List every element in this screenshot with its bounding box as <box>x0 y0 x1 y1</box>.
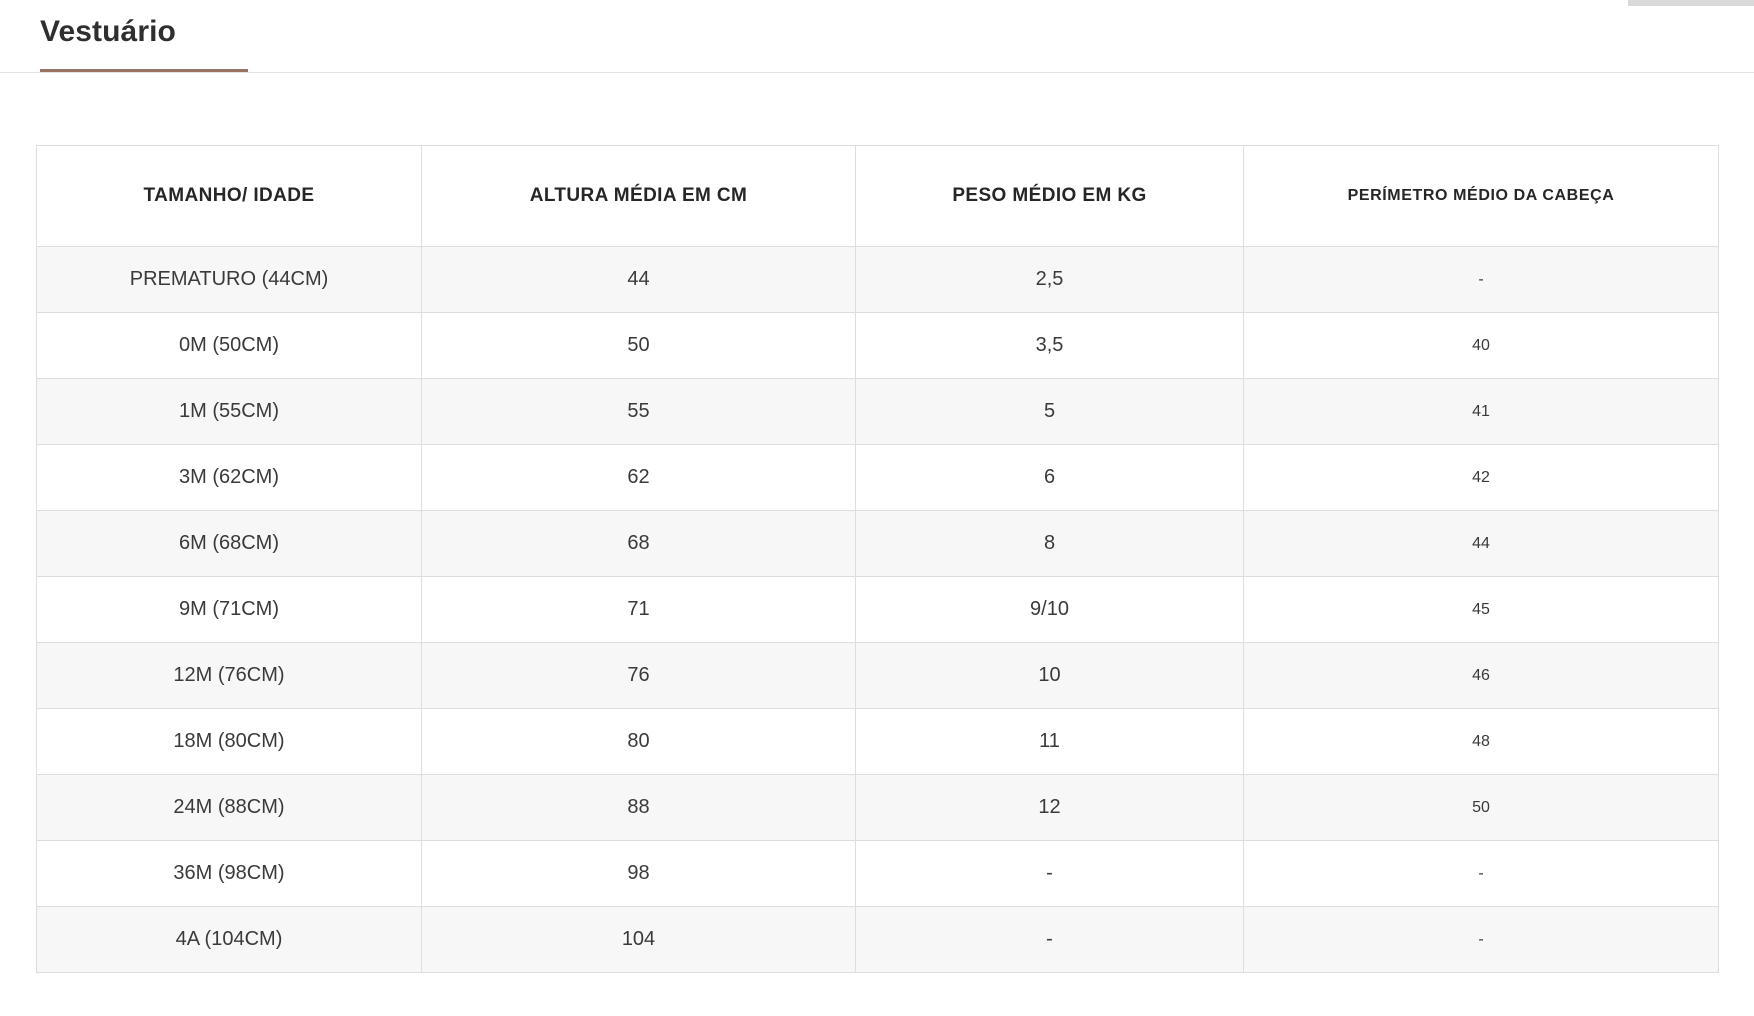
cell-head: - <box>1244 247 1719 313</box>
table-row <box>37 379 1719 445</box>
cell-weight: 6 <box>856 445 1244 511</box>
cell-weight: 2,5 <box>856 247 1244 313</box>
cell-height: 68 <box>422 511 856 577</box>
cell-head: 45 <box>1244 577 1719 643</box>
cell-head: 50 <box>1244 775 1719 841</box>
column-header-height: ALTURA MÉDIA EM CM <box>422 146 856 247</box>
cell-size-age: 9M (71CM) <box>37 577 422 643</box>
cell-size-age: 18M (80CM) <box>37 709 422 775</box>
cell-head: - <box>1244 841 1719 907</box>
cell-size-age: 6M (68CM) <box>37 511 422 577</box>
cell-height: 98 <box>422 841 856 907</box>
cell-head: 40 <box>1244 313 1719 379</box>
column-header-head-circumference: PERÍMETRO MÉDIO DA CABEÇA <box>1244 146 1719 247</box>
cell-weight: 9/10 <box>856 577 1244 643</box>
title-underline <box>40 69 248 72</box>
table-row <box>37 907 1719 973</box>
cell-head: 42 <box>1244 445 1719 511</box>
cell-size-age: 4A (104CM) <box>37 907 422 973</box>
cell-head: 41 <box>1244 379 1719 445</box>
cell-size-age: 36M (98CM) <box>37 841 422 907</box>
cell-size-age: 0M (50CM) <box>37 313 422 379</box>
cell-size-age: 24M (88CM) <box>37 775 422 841</box>
table-row <box>37 313 1719 379</box>
cell-height: 62 <box>422 445 856 511</box>
cell-height: 104 <box>422 907 856 973</box>
table-row <box>37 247 1719 313</box>
cell-height: 76 <box>422 643 856 709</box>
table-row <box>37 841 1719 907</box>
table-row <box>37 445 1719 511</box>
cell-size-age: 12M (76CM) <box>37 643 422 709</box>
cell-head: 44 <box>1244 511 1719 577</box>
cell-weight: - <box>856 907 1244 973</box>
table-row <box>37 643 1719 709</box>
cell-height: 80 <box>422 709 856 775</box>
cell-weight: 3,5 <box>856 313 1244 379</box>
cell-height: 44 <box>422 247 856 313</box>
page-header <box>0 0 1754 72</box>
cell-head: 46 <box>1244 643 1719 709</box>
page-title: Vestuário <box>40 15 176 48</box>
cell-height: 88 <box>422 775 856 841</box>
cell-size-age: 3M (62CM) <box>37 445 422 511</box>
cell-weight: 8 <box>856 511 1244 577</box>
cell-height: 55 <box>422 379 856 445</box>
table-row <box>37 709 1719 775</box>
cell-height: 71 <box>422 577 856 643</box>
table-body <box>37 247 1719 973</box>
cell-weight: 10 <box>856 643 1244 709</box>
table-header-row <box>37 146 1719 247</box>
table-header <box>37 146 1719 247</box>
column-header-weight: PESO MÉDIO EM KG <box>856 146 1244 247</box>
cell-head: - <box>1244 907 1719 973</box>
cell-weight: 5 <box>856 379 1244 445</box>
cell-weight: 12 <box>856 775 1244 841</box>
cell-size-age: PREMATURO (44CM) <box>37 247 422 313</box>
size-table <box>36 145 1719 973</box>
cell-weight: 11 <box>856 709 1244 775</box>
cell-height: 50 <box>422 313 856 379</box>
cell-head: 48 <box>1244 709 1719 775</box>
table-row <box>37 577 1719 643</box>
table-row <box>37 775 1719 841</box>
table-row <box>37 511 1719 577</box>
column-header-size-age: TAMANHO/ IDADE <box>37 146 422 247</box>
cell-size-age: 1M (55CM) <box>37 379 422 445</box>
cell-weight: - <box>856 841 1244 907</box>
size-table-container <box>0 73 1754 973</box>
